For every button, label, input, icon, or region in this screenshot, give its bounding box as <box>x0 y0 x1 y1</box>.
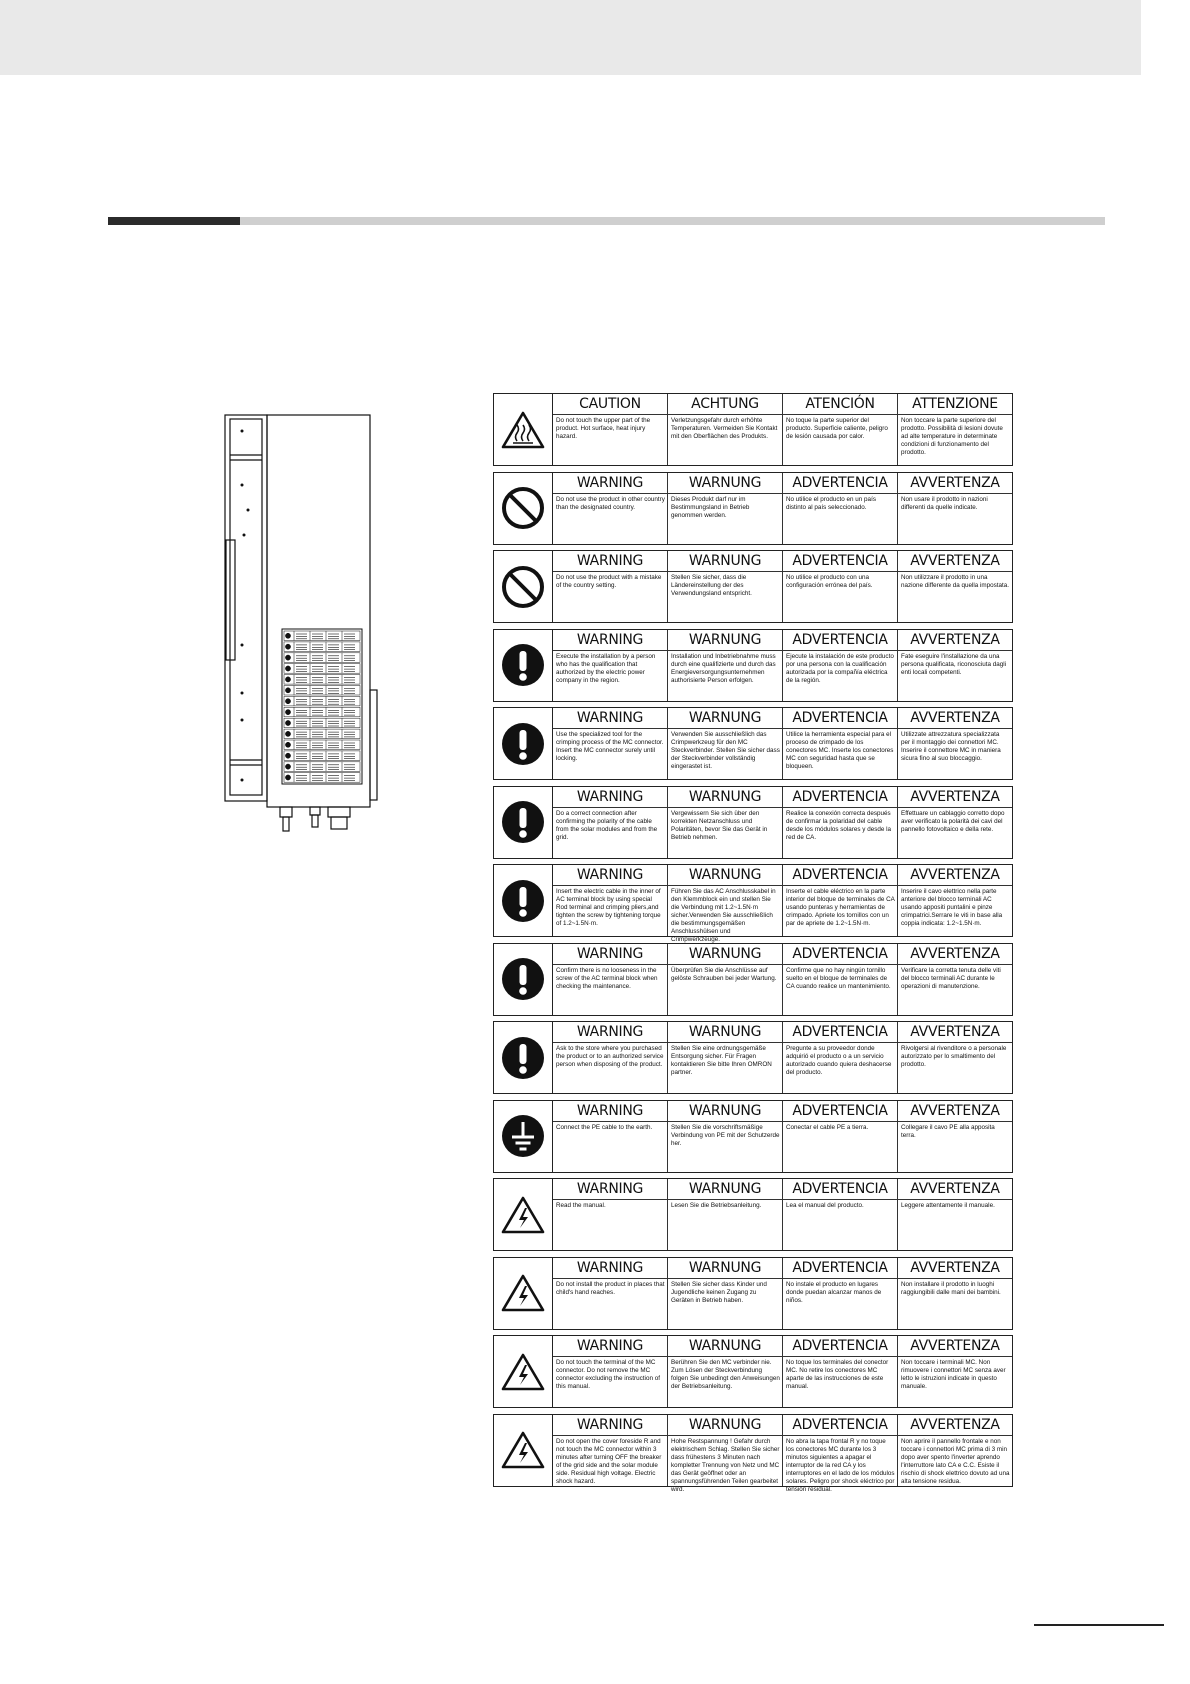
warning-text: Effettuare un cablaggio corretto dopo aver verificato la polarità dei cavi del pannello fotovoltaico e della rete. <box>901 809 1005 833</box>
label-column-es <box>783 865 898 936</box>
warning-text: No toque la parte superior del producto. Superficie caliente, peligro de lesión causada por calor. <box>786 417 888 440</box>
warning-text: Non usare il prodotto in nazioni differenti da quelle indicate. <box>901 495 988 511</box>
label-column-es <box>783 1101 898 1172</box>
label-column-de <box>668 1022 783 1093</box>
warning-text: Utilice la herramienta especial para el proceso de crimpado de los conectores MC. Inserte los conectores MC con seguridad hasta que se bloqueen. <box>786 731 894 770</box>
signal-word: AVVERTENZA <box>898 708 1012 729</box>
label-column-de <box>668 1415 783 1493</box>
warning-text: Vergewissern Sie sich über den korrekten Netzanschluss und Polaritäten, bevor Sie das Gerät in Betrieb nehmen. <box>671 809 768 841</box>
warning-text: Collegare il cavo PE alla apposita terra. <box>901 1123 995 1139</box>
label-column-es <box>783 944 898 1015</box>
signal-word: WARNUNG <box>668 1415 782 1436</box>
warning-text: Stellen Sie sicher, dass die Ländereinstellung der des Verwendungsland entspricht. <box>671 574 752 597</box>
warning-text: Read the manual. <box>556 1202 606 1209</box>
signal-word: ADVERTENCIA <box>783 944 897 965</box>
label-column-es <box>783 394 898 465</box>
label-column-it <box>898 708 1012 779</box>
signal-word: WARNUNG <box>668 473 782 494</box>
warning-text: Confirme que no hay ningún tornillo suelto en el bloque de terminales de CA cuando realice un mantenimiento. <box>786 966 891 990</box>
warning-text: Pregunte a su proveedor donde adquirió el producto o a un servicio autorizado cuando quiera deshacerse del producto. <box>786 1045 892 1076</box>
warning-text: Stellen Sie eine ordnungsgemäße Entsorgung sicher. Für Fragen kontaktieren Sie bitte Ihren OMRON partner. <box>671 1045 772 1076</box>
label-column-en <box>553 473 668 544</box>
warning-text: Ejecute la instalación de este producto por una persona con la cualificación autorizada por la compañía eléctrica de la región. <box>786 652 894 684</box>
signal-word: ADVERTENCIA <box>783 865 897 886</box>
label-column-it <box>898 865 1012 936</box>
warning-text: No toque los terminales del conector MC. No retire los conectores MC aparte de las instrucciones de este manual. <box>786 1359 889 1390</box>
signal-word: AVVERTENZA <box>898 865 1012 886</box>
label-column-it <box>898 1258 1012 1329</box>
signal-word: WARNING <box>553 1415 667 1436</box>
label-column-it <box>898 1101 1012 1172</box>
warning-text: Non utilizzare il prodotto in una nazione differente da quella impostata. <box>901 574 1010 589</box>
signal-word: ADVERTENCIA <box>783 787 897 808</box>
label-column-en <box>553 1101 668 1172</box>
warning-text: Überprüfen Sie die Anschlüsse auf gelöste Schrauben bei jeder Wartung. <box>671 966 777 982</box>
warning-text: Stellen Sie die vorschriftsmäßige Verbindung von PE mit der Schutzerde her. <box>671 1123 780 1147</box>
label-column-en <box>553 1415 668 1486</box>
signal-word: WARNUNG <box>668 787 782 808</box>
warning-text: Do not use the product in other country than the designated country. <box>556 495 665 511</box>
label-column-en <box>553 551 668 622</box>
signal-word: AVVERTENZA <box>898 1258 1012 1279</box>
signal-word: ADVERTENCIA <box>783 630 897 651</box>
warning-text: Do not touch the terminal of the MC connector. Do not remove the MC connector excluding the instruction of this manual. <box>556 1359 660 1390</box>
warning-text: Leggere attentamente il manuale. <box>901 1202 995 1209</box>
safety-label-row <box>493 864 1013 943</box>
signal-word: WARNUNG <box>668 1258 782 1279</box>
warning-text: Non aprire il pannello frontale e non toccare i connettori MC prima di 3 min dopo aver spento l'inverter aprendo l'interruttore lato CA e C.C. Esiste il rischio di shock elettrico dovuto ad una alta tensione residua. <box>901 1437 1010 1485</box>
label-column-de <box>668 708 783 779</box>
label-column-es <box>783 1415 898 1493</box>
label-column-de <box>668 787 783 858</box>
label-column-es <box>783 1258 898 1329</box>
warning-text: Verificare la corretta tenuta delle viti del blocco terminali AC durante le operazioni di manutenzione. <box>901 966 1001 990</box>
label-column-de <box>668 630 783 701</box>
warning-text: Connect the PE cable to the earth. <box>556 1123 653 1131</box>
label-column-it <box>898 787 1012 858</box>
warning-text: Verletzungsgefahr durch erhöhte Temperaturen. Vermeiden Sie Kontakt mit den Oberflächen des Produkts. <box>671 417 778 440</box>
signal-word: ADVERTENCIA <box>783 1022 897 1043</box>
signal-word: WARNUNG <box>668 708 782 729</box>
safety-label-row <box>493 707 1013 780</box>
signal-word: ATENCIÓN <box>783 394 897 415</box>
signal-word: WARNING <box>553 1258 667 1279</box>
label-column-en <box>553 1336 668 1407</box>
label-column-it <box>898 944 1012 1015</box>
safety-label-row <box>493 1021 1013 1094</box>
label-column-en <box>553 865 668 936</box>
safety-label-row <box>493 786 1013 859</box>
mandatory-icon <box>494 865 553 936</box>
warning-text: Inserire il cavo elettrico nella parte anteriore del blocco terminali AC usando appositi puntalini e pinze crimpatrici.Serrare le viti in base alla coppia indicata: 1.2~1.5N·m. <box>901 888 1003 927</box>
warning-text: Stellen Sie sicher dass Kinder und Jugendliche keinen Zugang zu Geräten in Betrieb haben. <box>671 1280 767 1304</box>
signal-word: ADVERTENCIA <box>783 708 897 729</box>
signal-word: ADVERTENCIA <box>783 551 897 572</box>
signal-word: WARNING <box>553 1101 667 1122</box>
safety-label-row <box>493 629 1013 702</box>
signal-word: WARNUNG <box>668 944 782 965</box>
electric-shock-icon <box>494 1258 553 1329</box>
electric-shock-icon <box>494 1179 553 1250</box>
mandatory-icon <box>494 787 553 858</box>
signal-word: WARNING <box>553 787 667 808</box>
warning-text: Non installare il prodotto in luoghi raggiungibili dalle mani dei bambini. <box>901 1280 1001 1296</box>
label-column-de <box>668 1336 783 1407</box>
label-column-es <box>783 1336 898 1407</box>
signal-word: AVVERTENZA <box>898 630 1012 651</box>
section-rule-accent <box>108 217 240 225</box>
signal-word: AVVERTENZA <box>898 1336 1012 1357</box>
signal-word: AVVERTENZA <box>898 1179 1012 1200</box>
safety-label-row <box>493 550 1013 623</box>
signal-word: WARNUNG <box>668 630 782 651</box>
signal-word: AVVERTENZA <box>898 787 1012 808</box>
warning-text: Non toccare i terminali MC. Non rimuovere i connettori MC senza aver letto le istruzioni indicate in questo manuale. <box>901 1359 1006 1390</box>
label-column-es <box>783 1022 898 1093</box>
electric-shock-icon <box>494 1415 553 1486</box>
warning-text: Ask to the store where you purchased the product or to an authorized service person when disposing of the product. <box>556 1045 664 1068</box>
label-column-it <box>898 1179 1012 1250</box>
signal-word: ADVERTENCIA <box>783 1179 897 1200</box>
label-column-es <box>783 708 898 779</box>
warning-text: Conectar el cable PE a tierra. <box>786 1123 869 1131</box>
label-column-it <box>898 1022 1012 1093</box>
warning-text: No utilice el producto con una configuración errónea del país. <box>786 574 873 589</box>
mandatory-icon <box>494 944 553 1015</box>
signal-word: ADVERTENCIA <box>783 1101 897 1122</box>
warning-text: Lea el manual del producto. <box>786 1202 864 1209</box>
signal-word: WARNING <box>553 1179 667 1200</box>
label-column-it <box>898 394 1012 465</box>
warning-text: Confirm there is no looseness in the screw of the AC terminal block when checking the maintenance. <box>556 966 658 990</box>
warning-text: Dieses Produkt darf nur im Bestimmungsland in Betrieb genommen werden. <box>671 495 750 519</box>
signal-word: ACHTUNG <box>668 394 782 415</box>
signal-word: AVVERTENZA <box>898 551 1012 572</box>
signal-word: AVVERTENZA <box>898 944 1012 965</box>
mandatory-icon <box>494 630 553 701</box>
warning-text: Realice la conexión correcta después de confirmar la polaridad del cable desde los módulos solares y desde la red de CA. <box>786 809 892 841</box>
safety-label-row <box>493 1414 1013 1493</box>
label-column-es <box>783 551 898 622</box>
label-column-es <box>783 1179 898 1250</box>
warning-text: Do a correct connection after confirming the polarity of the cable from the solar modules and from the grid. <box>556 809 658 841</box>
signal-word: AVVERTENZA <box>898 1415 1012 1436</box>
signal-word: WARNING <box>553 1336 667 1357</box>
warning-text: Do not use the product with a mistake of the country setting. <box>556 574 662 589</box>
signal-word: WARNING <box>553 708 667 729</box>
signal-word: WARNING <box>553 1022 667 1043</box>
warning-text: Do not open the cover foreside R and not touch the MC connector within 3 minutes after turning OFF the breaker of the grid side and the solar module side. Residual high voltage. Electric shock hazard. <box>556 1437 662 1485</box>
warning-text: Berühren Sie den MC verbinder nie. Zum Lösen der Steckverbindung folgen Sie unbedingt den Anweisungen der Betriebsanleitung. <box>671 1359 780 1390</box>
signal-word: ADVERTENCIA <box>783 1415 897 1436</box>
signal-word: WARNUNG <box>668 551 782 572</box>
signal-word: ADVERTENCIA <box>783 1258 897 1279</box>
label-column-en <box>553 787 668 858</box>
signal-word: WARNUNG <box>668 1101 782 1122</box>
label-column-de <box>668 1179 783 1250</box>
signal-word: WARNUNG <box>668 865 782 886</box>
mandatory-icon <box>494 708 553 779</box>
ground-icon <box>494 1101 553 1172</box>
safety-label-row <box>493 1257 1013 1330</box>
signal-word: ATTENZIONE <box>898 394 1012 415</box>
signal-word: WARNING <box>553 865 667 886</box>
warning-text: Insert the electric cable in the inner of AC terminal block by using special Rod terminal and crimping pliers,and tighten the screw by tightening torque of 1.2~1.5N·m. <box>556 888 661 927</box>
label-column-it <box>898 1336 1012 1407</box>
label-column-de <box>668 551 783 622</box>
safety-label-row <box>493 1100 1013 1173</box>
label-column-en <box>553 630 668 701</box>
safety-label-row <box>493 943 1013 1016</box>
signal-word: WARNUNG <box>668 1022 782 1043</box>
label-column-en <box>553 1022 668 1093</box>
label-column-en <box>553 944 668 1015</box>
label-column-de <box>668 1258 783 1329</box>
inverter-side-view-drawing <box>220 415 380 835</box>
signal-word: WARNUNG <box>668 1336 782 1357</box>
label-column-en <box>553 1258 668 1329</box>
signal-word: AVVERTENZA <box>898 473 1012 494</box>
safety-label-row <box>493 472 1013 545</box>
signal-word: CAUTION <box>553 394 667 415</box>
signal-word: ADVERTENCIA <box>783 1336 897 1357</box>
warning-text: No abra la tapa frontal R y no toque los conectores MC durante los 3 minutos siguientes a apagar el interruptor de la red CA y los interruptores en el lado de los módulos solares. Peligro por shock eléctrico por tensión residual. <box>786 1437 895 1493</box>
safety-label-row <box>493 1178 1013 1251</box>
safety-label-row <box>493 1335 1013 1408</box>
label-column-es <box>783 630 898 701</box>
label-column-en <box>553 708 668 779</box>
label-column-en <box>553 394 668 465</box>
warning-text: Use the specialized tool for the crimping process of the MC connector. Insert the MC connector surely until locking. <box>556 731 664 762</box>
signal-word: WARNING <box>553 551 667 572</box>
warning-text: Do not touch the upper part of the product. Hot surface, heat injury hazard. <box>556 417 651 440</box>
signal-word: AVVERTENZA <box>898 1022 1012 1043</box>
signal-word: WARNUNG <box>668 1179 782 1200</box>
safety-label-row <box>493 393 1013 466</box>
warning-text: Lesen Sie die Betriebsanleitung. <box>671 1202 762 1209</box>
warning-text: Execute the installation by a person who has the qualification that authorized by the electric power company in the region. <box>556 652 656 684</box>
hot-surface-icon <box>494 394 553 465</box>
prohibition-icon <box>494 473 553 544</box>
warning-text: Installation und Inbetriebnahme muss durch eine qualifizierte und durch das Energieversorgungsunternehmen authorisierte Person erfolgen. <box>671 652 776 684</box>
warning-text: Fate eseguire l'installazione da una persona qualificata, riconosciuta dagli enti locali competenti. <box>901 652 1007 676</box>
footer-rule <box>1034 1624 1164 1626</box>
label-column-en <box>553 1179 668 1250</box>
warning-text: Hohe Restspannung ! Gefahr durch elektrischem Schlag. Stellen Sie sicher dass frühestens 3 Minuten nach kompletter Trennung von Netz und MC das Gerät geöffnet oder an spannungsführenden Teilen gearbeitet wird. <box>671 1437 780 1493</box>
signal-word: WARNING <box>553 473 667 494</box>
label-column-de <box>668 944 783 1015</box>
signal-word: WARNING <box>553 944 667 965</box>
label-column-es <box>783 473 898 544</box>
label-column-es <box>783 787 898 858</box>
label-column-it <box>898 630 1012 701</box>
warning-text: Do not install the product in places that child's hand reaches. <box>556 1280 665 1296</box>
label-column-de <box>668 865 783 943</box>
signal-word: ADVERTENCIA <box>783 473 897 494</box>
warning-text: Rivolgersi al rivenditore o a personale autorizzato per lo smaltimento del prodotto. <box>901 1045 1007 1068</box>
signal-word: WARNING <box>553 630 667 651</box>
label-column-it <box>898 1415 1012 1486</box>
mandatory-icon <box>494 1022 553 1093</box>
section-rule <box>240 217 1105 225</box>
warning-text: Non toccare la parte superiore del prodotto. Possibilità di lesioni dovute ad alte temperature in determinate condizioni di funzionamento del prodotto. <box>901 417 1003 456</box>
label-column-de <box>668 394 783 465</box>
label-column-it <box>898 551 1012 622</box>
prohibition-icon <box>494 551 553 622</box>
warning-text: Führen Sie das AC Anschlusskabel in den Klemmblock ein und stellen Sie die Verbindung mit 1.2~1.5N·m sicher.Verwenden Sie ausschließlich die bestimmungsgemäßen Anschlusshülsen und Crimpwerkzeuge. <box>671 888 776 943</box>
warning-text: No instale el producto en lugares donde puedan alcanzar manos de niños. <box>786 1280 882 1304</box>
warning-text: No utilice el producto en un país distinto al país seleccionado. <box>786 495 876 511</box>
signal-word: AVVERTENZA <box>898 1101 1012 1122</box>
warning-text: Inserte el cable eléctrico en la parte interior del bloque de terminales de CA usando punteras y herramientas de crimpado. Apriete los tornillos con un par de apriete de 1.2~1.5N·m. <box>786 888 895 927</box>
label-column-de <box>668 1101 783 1172</box>
electric-shock-icon <box>494 1336 553 1407</box>
label-column-it <box>898 473 1012 544</box>
label-column-de <box>668 473 783 544</box>
warning-text: Utilizzate attrezzatura specializzata per il montaggio dei connettori MC. Inserire il connettore MC in maniera sicura fino al suo bloccaggio. <box>901 731 1001 762</box>
page-header-band <box>0 0 1141 75</box>
warning-text: Verwenden Sie ausschließlich das Crimpwerkzeug für den MC Steckverbinder. Stellen Sie sicher dass der Steckverbinder vollständig eingerastet ist. <box>671 731 780 770</box>
